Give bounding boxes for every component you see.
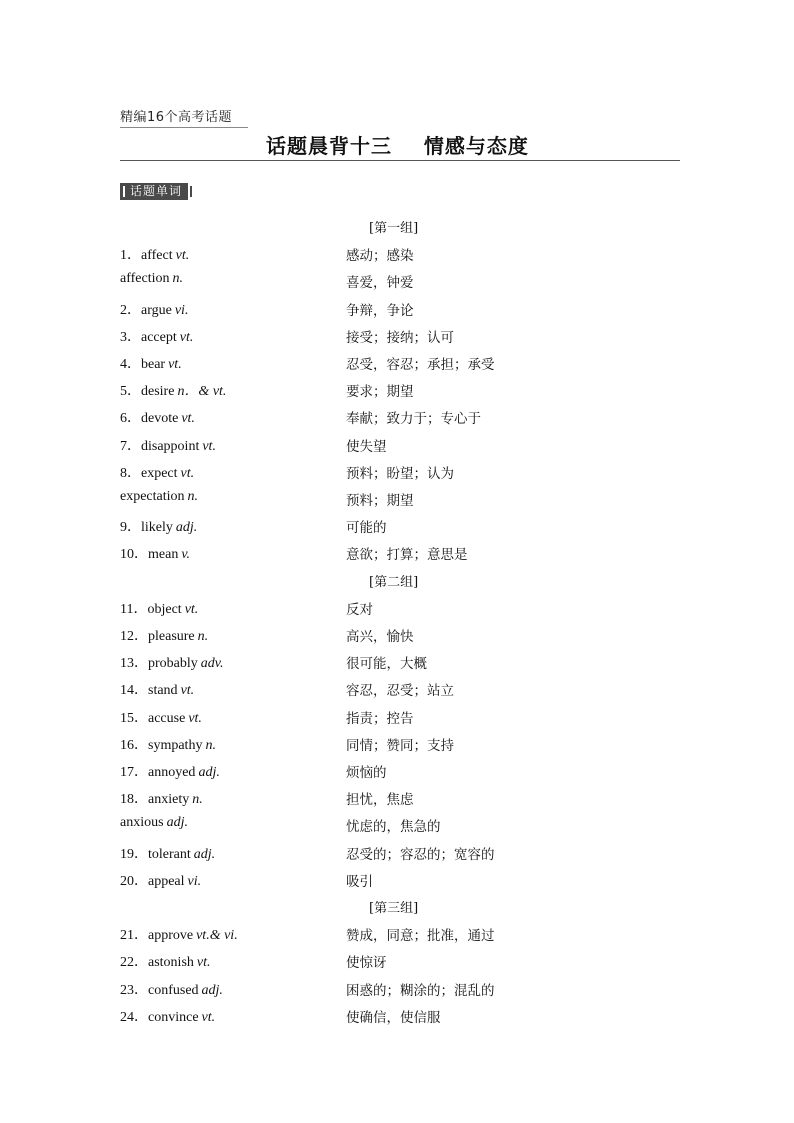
vocab-entry bbox=[120, 516, 680, 536]
vocab-term bbox=[120, 870, 201, 890]
vocab-entry bbox=[120, 979, 680, 999]
vocab-meaning: 感动；感染 bbox=[346, 248, 414, 265]
vocab-entry bbox=[120, 380, 680, 400]
part-of-speech: vt. bbox=[180, 683, 195, 699]
vocab-meaning: 吸引 bbox=[346, 873, 373, 890]
vocab-term bbox=[120, 951, 211, 971]
vocab-word: affection bbox=[120, 271, 170, 287]
vocab-meaning: 接受；接纳；认可 bbox=[346, 329, 454, 346]
vocab-meaning: 同情；赞同；支持 bbox=[346, 737, 454, 754]
group-heading: [第一组] bbox=[369, 221, 419, 236]
part-of-speech: v. bbox=[181, 547, 191, 563]
vocab-word: 3．accept bbox=[120, 329, 177, 345]
vocab-word: 18．anxiety bbox=[120, 792, 190, 808]
vocab-word: 24．convince bbox=[120, 1009, 199, 1025]
part-of-speech: vt. bbox=[181, 411, 195, 427]
part-of-speech: adv. bbox=[200, 656, 224, 672]
vocab-entry bbox=[120, 707, 680, 727]
vocab-term bbox=[120, 843, 215, 863]
vocab-meaning: 担忧，焦虑 bbox=[346, 792, 414, 809]
vocab-meaning: 要求；期望 bbox=[346, 384, 414, 401]
vocab-meaning: 忍受的；容忍的；宽容的 bbox=[346, 846, 495, 863]
vocab-meaning: 反对 bbox=[346, 601, 373, 618]
vocab-term bbox=[120, 516, 197, 536]
vocab-word: 23．confused bbox=[120, 982, 199, 998]
title-divider bbox=[120, 160, 680, 161]
vocab-entry bbox=[120, 271, 680, 291]
vocab-word: 5．desire bbox=[120, 384, 175, 400]
part-of-speech: vt.& vi. bbox=[196, 928, 238, 944]
part-of-speech: vt. bbox=[184, 601, 199, 617]
part-of-speech: adj. bbox=[166, 815, 188, 831]
vocab-word: 12．pleasure bbox=[120, 629, 195, 644]
vocab-word: 7．disappoint bbox=[120, 438, 200, 454]
vocab-word: 22．astonish bbox=[120, 955, 194, 971]
part-of-speech: n. bbox=[192, 792, 203, 808]
vocab-entry bbox=[120, 299, 680, 319]
vocab-meaning: 预料；盼望；认为 bbox=[346, 465, 454, 482]
vocab-term bbox=[120, 380, 226, 400]
vocab-word: 21．approve bbox=[120, 928, 194, 944]
part-of-speech: adj. bbox=[198, 765, 220, 780]
part-of-speech: n．& vt. bbox=[177, 384, 227, 400]
vocab-entry bbox=[120, 679, 680, 699]
vocab-term bbox=[120, 299, 188, 319]
vocab-term bbox=[120, 543, 190, 563]
part-of-speech: vt. bbox=[202, 438, 216, 454]
vocab-word: 14．stand bbox=[120, 683, 178, 699]
vocab-entry bbox=[120, 734, 680, 754]
vocab-meaning: 赞成，同意；批准，通过 bbox=[346, 928, 495, 945]
vocab-term bbox=[120, 625, 208, 645]
vocab-term bbox=[120, 734, 216, 754]
vocab-term bbox=[120, 271, 183, 287]
vocab-meaning: 争辩，争论 bbox=[346, 302, 414, 319]
vocab-word: 17．annoyed bbox=[120, 765, 196, 780]
vocab-entry bbox=[120, 843, 680, 863]
vocab-word: 6．devote bbox=[120, 411, 179, 427]
vocab-term bbox=[120, 652, 223, 672]
vocab-entry bbox=[120, 761, 680, 781]
vocab-term bbox=[120, 435, 216, 455]
vocab-meaning: 喜爱，钟爱 bbox=[346, 275, 414, 292]
part-of-speech: n. bbox=[205, 737, 216, 753]
vocab-word: 16．sympathy bbox=[120, 737, 203, 753]
vocab-word: 1．affect bbox=[120, 248, 173, 264]
vocab-entry bbox=[120, 625, 680, 645]
part-of-speech: n. bbox=[197, 629, 209, 644]
vocab-term bbox=[120, 462, 194, 482]
vocab-word: 20．appeal bbox=[120, 873, 185, 889]
vocab-word: 19．tolerant bbox=[120, 846, 191, 862]
part-of-speech: vt. bbox=[179, 329, 194, 345]
vocab-meaning: 很可能，大概 bbox=[346, 656, 427, 673]
vocab-term bbox=[120, 1006, 215, 1026]
part-of-speech: vt. bbox=[201, 1009, 216, 1025]
vocab-entry bbox=[120, 353, 680, 373]
vocab-entry bbox=[120, 435, 680, 455]
vocab-meaning: 高兴，愉快 bbox=[346, 629, 414, 645]
vocab-word: 10．mean bbox=[120, 547, 179, 563]
vocab-meaning: 使失望 bbox=[346, 438, 387, 455]
vocab-term bbox=[120, 244, 189, 264]
vocab-entry bbox=[120, 407, 680, 427]
vocab-meaning: 使惊讶 bbox=[346, 955, 387, 972]
vocab-entry bbox=[120, 788, 680, 808]
vocab-meaning: 奉献；致力于；专心于 bbox=[346, 411, 481, 428]
vocab-meaning: 可能的 bbox=[346, 520, 387, 537]
vocab-word: 13．probably bbox=[120, 656, 198, 672]
vocab-entry bbox=[120, 815, 680, 835]
vocab-word: 8．expect bbox=[120, 465, 178, 481]
vocab-entry bbox=[120, 870, 680, 890]
vocab-word: 9．likely bbox=[120, 520, 173, 536]
vocab-entry bbox=[120, 951, 680, 971]
vocab-entry bbox=[120, 244, 680, 264]
part-of-speech: vi. bbox=[187, 873, 202, 889]
vocab-entry bbox=[120, 543, 680, 563]
vocab-term bbox=[120, 761, 220, 781]
vocab-term bbox=[120, 788, 203, 808]
page-title: 话题晨背十三 情感与态度 bbox=[266, 134, 529, 158]
series-tag: 精编16个高考话题 bbox=[120, 106, 248, 128]
vocab-meaning: 使确信，使信服 bbox=[346, 1009, 441, 1026]
vocab-entry bbox=[120, 326, 680, 346]
vocab-meaning: 指责；控告 bbox=[346, 710, 414, 727]
section-label: 话题单词 bbox=[120, 183, 188, 200]
part-of-speech: adj. bbox=[193, 846, 216, 862]
vocab-word: 15．accuse bbox=[120, 710, 186, 726]
part-of-speech: n. bbox=[187, 489, 199, 504]
vocab-entry bbox=[120, 462, 680, 482]
vocab-term bbox=[120, 489, 198, 505]
vocab-meaning: 忍受，容忍；承担；承受 bbox=[346, 357, 495, 373]
vocab-term bbox=[120, 815, 188, 831]
vocab-term bbox=[120, 924, 238, 944]
vocab-word: expectation bbox=[120, 489, 185, 504]
vocab-meaning: 烦恼的 bbox=[346, 765, 387, 781]
group-heading: [第三组] bbox=[369, 901, 419, 916]
part-of-speech: adj. bbox=[175, 520, 198, 536]
vocab-meaning: 容忍，忍受；站立 bbox=[346, 683, 454, 700]
vocab-entry bbox=[120, 924, 680, 944]
vocab-term bbox=[120, 707, 202, 727]
part-of-speech: vt. bbox=[196, 955, 211, 971]
part-of-speech: n. bbox=[172, 271, 183, 287]
vocab-meaning: 意欲；打算；意思是 bbox=[346, 547, 468, 564]
vocab-entry bbox=[120, 598, 680, 618]
vocab-term bbox=[120, 979, 223, 999]
part-of-speech: vt. bbox=[175, 248, 190, 264]
vocab-entry bbox=[120, 652, 680, 672]
vocab-term bbox=[120, 679, 194, 699]
part-of-speech: adj. bbox=[201, 982, 223, 998]
group-heading: [第二组] bbox=[369, 574, 419, 590]
part-of-speech: vt. bbox=[180, 465, 195, 481]
vocab-term bbox=[120, 326, 193, 346]
vocab-word: 11．object bbox=[120, 601, 182, 617]
part-of-speech: vi. bbox=[174, 302, 189, 318]
vocab-meaning: 忧虑的，焦急的 bbox=[346, 819, 441, 836]
vocab-term bbox=[120, 407, 195, 427]
vocab-meaning: 预料；期望 bbox=[346, 493, 414, 509]
vocab-word: 2．argue bbox=[120, 302, 172, 318]
part-of-speech: vt. bbox=[188, 710, 202, 726]
vocab-meaning: 困惑的；糊涂的；混乱的 bbox=[346, 982, 495, 999]
vocab-entry bbox=[120, 1006, 680, 1026]
part-of-speech: vt. bbox=[168, 357, 182, 372]
vocab-term bbox=[120, 353, 182, 373]
vocab-entry bbox=[120, 489, 680, 509]
vocab-word: 4．bear bbox=[120, 357, 166, 372]
vocab-term bbox=[120, 598, 198, 618]
vocab-word: anxious bbox=[120, 815, 164, 831]
